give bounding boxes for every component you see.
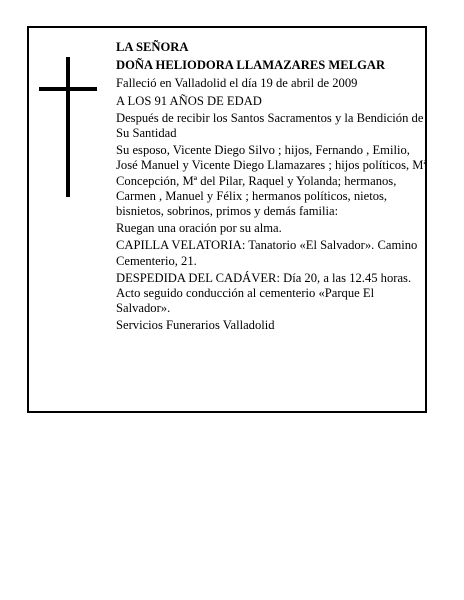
prayer-line: Ruegan una oración por su alma. [116,221,282,236]
chapel-line: CAPILLA VELATORIA: Tanatorio «El Salvador». Camino Cementerio, 21. [116,238,418,268]
farewell-line: DESPEDIDA DEL CADÁVER: Día 20, a las 12.45 horas. Acto seguido conducción al cementerio «Parque El Salvador». [116,270,412,316]
deceased-name: DOÑA HELIODORA LLAMAZARES MELGAR [116,58,386,73]
obituary-notice [27,26,427,413]
age-line: A LOS 91 AÑOS DE EDAD [116,93,262,108]
cross-icon-bar [39,87,97,91]
sacraments-line: Después de recibir los Santos Sacramentos y la Bendición de Su Santidad [116,110,424,141]
notice-title: LA SEÑORA [116,40,189,54]
funeral-services: Servicios Funerarios Valladolid [116,318,275,333]
family-list: Su esposo, Vicente Diego Silvo ; hijos, Fernando , Emilio, José Manuel y Vicente Diego Llamazares ; hijos políticos, Mª Concepción, Mª del Pilar, Raquel y Yolanda; hermanos, Carmen , Manuel y Félix ; hermanos políticos, nietos, bisnietos, sobrinos, primos y demás familia: [116,143,427,219]
cross-icon [66,57,70,197]
notice-text [116,40,428,334]
death-line: Falleció en Valladolid el día 19 de abril de 2009 [116,76,358,91]
